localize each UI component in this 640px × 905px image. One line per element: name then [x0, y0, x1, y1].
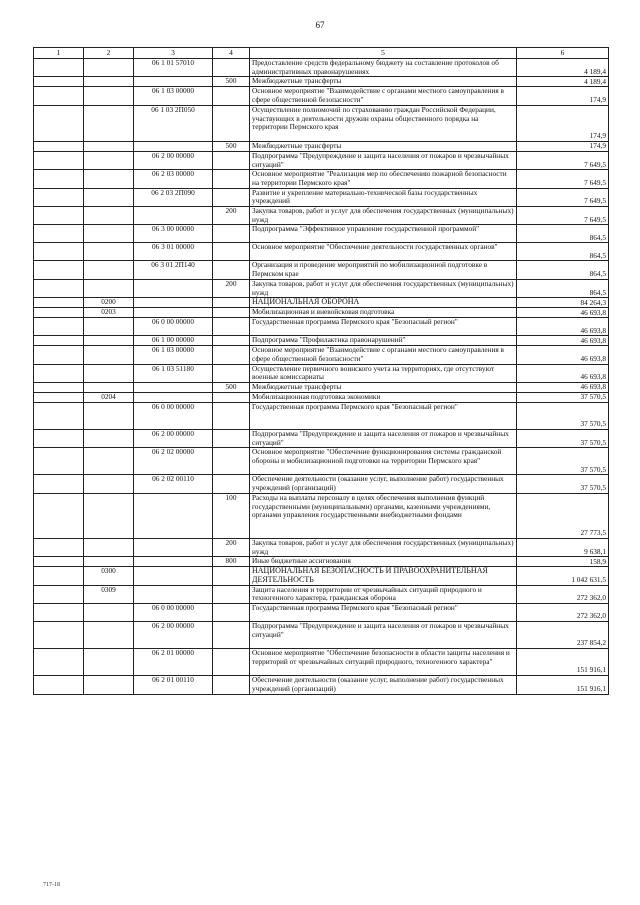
- cell-expense-type: [213, 622, 250, 649]
- cell-name: Межбюджетные трансферты: [250, 141, 517, 151]
- cell-expense-type: [213, 261, 250, 279]
- cell-amount: 151 916,1: [517, 649, 609, 676]
- cell-name: Государственная программа Пермского края "Безопасный регион": [250, 403, 517, 430]
- table-row: [34, 318, 609, 336]
- cell-section-code: [84, 604, 134, 622]
- cell-section-code: [84, 403, 134, 430]
- cell-name: Межбюджетные трансферты: [250, 77, 517, 87]
- cell-col1: [34, 430, 84, 448]
- table-row: [34, 336, 609, 346]
- cell-expense-type: [213, 649, 250, 676]
- table-row: [34, 649, 609, 676]
- table-row: [34, 87, 609, 105]
- cell-expense-type: [213, 59, 250, 77]
- cell-amount: 37 570,5: [517, 403, 609, 430]
- cell-name: Основное мероприятие "Обеспечение функционирования системы гражданской обороны и мобилизационной подготовки на территории Пермского края": [250, 448, 517, 475]
- table-row: [34, 364, 609, 382]
- table-row: [34, 604, 609, 622]
- cell-name: Иные бюджетные ассигнования: [250, 557, 517, 567]
- cell-section-code: [84, 430, 134, 448]
- table-row: [34, 493, 609, 538]
- cell-col1: [34, 225, 84, 243]
- cell-section-code: [84, 77, 134, 87]
- column-header: 2: [84, 48, 134, 59]
- cell-col1: [34, 308, 84, 318]
- cell-target-code: 06 2 03 00000: [134, 170, 213, 188]
- cell-col1: [34, 77, 84, 87]
- cell-amount: 864,5: [517, 279, 609, 297]
- cell-target-code: 06 2 02 00110: [134, 475, 213, 493]
- cell-amount: 174,9: [517, 105, 609, 141]
- cell-amount: 1 042 631,5: [517, 567, 609, 585]
- cell-target-code: 06 1 03 00000: [134, 87, 213, 105]
- cell-col1: [34, 604, 84, 622]
- cell-expense-type: [213, 393, 250, 403]
- cell-col1: [34, 403, 84, 430]
- cell-section-code: [84, 170, 134, 188]
- cell-name: Организация и проведение мероприятий по мобилизационной подготовке в Пермском крае: [250, 261, 517, 279]
- cell-amount: 46 693,8: [517, 383, 609, 393]
- cell-amount: 27 773,5: [517, 493, 609, 538]
- cell-target-code: [134, 308, 213, 318]
- cell-section-code: [84, 538, 134, 556]
- cell-amount: 7 649,5: [517, 207, 609, 225]
- column-header: 1: [34, 48, 84, 59]
- cell-target-code: 06 0 00 00000: [134, 318, 213, 336]
- column-header: 5: [250, 48, 517, 59]
- table-row: [34, 383, 609, 393]
- cell-amount: 37 570,5: [517, 393, 609, 403]
- table-row: [34, 105, 609, 141]
- cell-name: Основное мероприятие "Обеспечение деятельности государственных органов": [250, 243, 517, 261]
- cell-col1: [34, 346, 84, 364]
- cell-section-code: [84, 243, 134, 261]
- cell-target-code: [134, 298, 213, 308]
- cell-name: Мобилизационная подготовка экономики: [250, 393, 517, 403]
- footer-code: 717-18: [43, 882, 60, 888]
- cell-expense-type: [213, 567, 250, 585]
- cell-amount: 46 693,8: [517, 336, 609, 346]
- table-row: [34, 676, 609, 694]
- cell-amount: 9 638,1: [517, 538, 609, 556]
- cell-expense-type: [213, 475, 250, 493]
- cell-expense-type: [213, 151, 250, 169]
- cell-expense-type: 200: [213, 538, 250, 556]
- cell-expense-type: [213, 336, 250, 346]
- cell-amount: 4 189,4: [517, 77, 609, 87]
- table-row: [34, 141, 609, 151]
- cell-col1: [34, 493, 84, 538]
- cell-amount: 46 693,8: [517, 308, 609, 318]
- table-row: [34, 279, 609, 297]
- cell-target-code: 06 0 00 00000: [134, 604, 213, 622]
- column-header-row: [34, 48, 609, 59]
- cell-expense-type: [213, 403, 250, 430]
- cell-section-code: 0309: [84, 585, 134, 603]
- cell-name: Государственная программа Пермского края "Безопасный регион": [250, 318, 517, 336]
- cell-amount: 864,5: [517, 243, 609, 261]
- cell-section-code: [84, 383, 134, 393]
- table-row: [34, 622, 609, 649]
- cell-amount: 4 189,4: [517, 59, 609, 77]
- cell-section-code: [84, 622, 134, 649]
- cell-target-code: 06 3 01 2П140: [134, 261, 213, 279]
- cell-col1: [34, 59, 84, 77]
- cell-amount: 272 362,0: [517, 604, 609, 622]
- cell-name: Развитие и укрепление материально-технической базы государственных учреждений: [250, 188, 517, 206]
- cell-amount: 237 854,2: [517, 622, 609, 649]
- cell-col1: [34, 188, 84, 206]
- cell-col1: [34, 393, 84, 403]
- cell-expense-type: [213, 585, 250, 603]
- cell-target-code: 06 1 01 57010: [134, 59, 213, 77]
- cell-target-code: [134, 493, 213, 538]
- cell-col1: [34, 87, 84, 105]
- cell-name: Осуществление полномочий по страхованию граждан Российской Федерации, участвующих в деятельности дружин охраны общественного порядка на территории Пермского края: [250, 105, 517, 141]
- cell-amount: 174,9: [517, 87, 609, 105]
- cell-expense-type: 100: [213, 493, 250, 538]
- cell-name: Государственная программа Пермского края "Безопасный регион": [250, 604, 517, 622]
- cell-amount: 7 649,5: [517, 188, 609, 206]
- cell-section-code: [84, 105, 134, 141]
- cell-amount: 272 362,0: [517, 585, 609, 603]
- cell-target-code: 06 2 00 00000: [134, 151, 213, 169]
- cell-amount: 158,9: [517, 557, 609, 567]
- cell-section-code: [84, 59, 134, 77]
- cell-col1: [34, 448, 84, 475]
- cell-section-code: [84, 336, 134, 346]
- cell-name: Осуществление первичного воинского учета на территориях, где отсутствуют военные комиссариаты: [250, 364, 517, 382]
- table-row: [34, 207, 609, 225]
- table-row: [34, 585, 609, 603]
- cell-col1: [34, 261, 84, 279]
- table-row: [34, 557, 609, 567]
- table-row: [34, 243, 609, 261]
- cell-target-code: [134, 393, 213, 403]
- cell-name: Закупка товаров, работ и услуг для обеспечения государственных (муниципальных) нужд: [250, 279, 517, 297]
- cell-expense-type: [213, 105, 250, 141]
- cell-col1: [34, 475, 84, 493]
- page-number: 67: [315, 20, 325, 30]
- cell-target-code: 06 3 00 00000: [134, 225, 213, 243]
- cell-name: Мобилизационная и вневойсковая подготовка: [250, 308, 517, 318]
- cell-amount: 46 693,8: [517, 318, 609, 336]
- cell-section-code: 0203: [84, 308, 134, 318]
- cell-section-code: [84, 318, 134, 336]
- cell-target-code: 06 2 01 00110: [134, 676, 213, 694]
- cell-expense-type: [213, 298, 250, 308]
- cell-amount: 37 570,5: [517, 430, 609, 448]
- cell-expense-type: [213, 346, 250, 364]
- cell-expense-type: 200: [213, 279, 250, 297]
- cell-expense-type: [213, 225, 250, 243]
- cell-col1: [34, 567, 84, 585]
- cell-target-code: 06 3 01 00000: [134, 243, 213, 261]
- cell-col1: [34, 622, 84, 649]
- column-header: 6: [517, 48, 609, 59]
- cell-target-code: 06 1 03 00000: [134, 346, 213, 364]
- cell-name: Расходы на выплаты персоналу в целях обеспечения выполнения функций государственными (муниципальными) органами, казенными учреждениями, органами управления государственными внебюджетными фондами: [250, 493, 517, 538]
- cell-section-code: 0204: [84, 393, 134, 403]
- cell-name: Обеспечение деятельности (оказание услуг, выполнение работ) государственных учреждений (организаций): [250, 676, 517, 694]
- table-row: [34, 475, 609, 493]
- cell-expense-type: [213, 430, 250, 448]
- cell-target-code: 06 2 00 00000: [134, 430, 213, 448]
- cell-amount: 174,9: [517, 141, 609, 151]
- cell-target-code: 06 1 03 51180: [134, 364, 213, 382]
- cell-section-code: [84, 151, 134, 169]
- cell-section-code: 0300: [84, 567, 134, 585]
- cell-name: Закупка товаров, работ и услуг для обеспечения государственных (муниципальных) нужд: [250, 538, 517, 556]
- cell-amount: 864,5: [517, 225, 609, 243]
- cell-section-code: [84, 261, 134, 279]
- table-row: [34, 448, 609, 475]
- cell-name: Подпрограмма "Предупреждение и защита населения от пожаров и чрезвычайных ситуаций": [250, 430, 517, 448]
- table-row: [34, 77, 609, 87]
- cell-name: Основное мероприятие "Взаимодействие с органами местного самоуправления в сфере общественной безопасности": [250, 346, 517, 364]
- cell-name: Подпрограмма "Профилактика правонарушений": [250, 336, 517, 346]
- cell-col1: [34, 298, 84, 308]
- cell-target-code: [134, 383, 213, 393]
- cell-target-code: [134, 567, 213, 585]
- cell-target-code: 06 2 03 2П090: [134, 188, 213, 206]
- cell-amount: 37 570,5: [517, 448, 609, 475]
- cell-section-code: [84, 279, 134, 297]
- cell-section-code: [84, 364, 134, 382]
- cell-section-code: [84, 475, 134, 493]
- cell-expense-type: [213, 364, 250, 382]
- cell-col1: [34, 557, 84, 567]
- table-row: [34, 151, 609, 169]
- cell-section-code: [84, 649, 134, 676]
- cell-expense-type: [213, 188, 250, 206]
- table-row: [34, 308, 609, 318]
- cell-col1: [34, 649, 84, 676]
- cell-section-code: [84, 87, 134, 105]
- cell-expense-type: [213, 604, 250, 622]
- cell-section-code: [84, 207, 134, 225]
- cell-name: Подпрограмма "Предупреждение и защита населения от пожаров и чрезвычайных ситуаций": [250, 622, 517, 649]
- cell-col1: [34, 279, 84, 297]
- cell-col1: [34, 336, 84, 346]
- table-row: [34, 298, 609, 308]
- cell-amount: 46 693,8: [517, 346, 609, 364]
- cell-expense-type: 500: [213, 383, 250, 393]
- cell-target-code: [134, 585, 213, 603]
- cell-section-code: [84, 225, 134, 243]
- cell-name: НАЦИОНАЛЬНАЯ БЕЗОПАСНОСТЬ И ПРАВООХРАНИТЕЛЬНАЯ ДЕЯТЕЛЬНОСТЬ: [250, 567, 517, 585]
- cell-name: Закупка товаров, работ и услуг для обеспечения государственных (муниципальных) нужд: [250, 207, 517, 225]
- budget-table: [33, 47, 609, 695]
- cell-amount: 37 570,5: [517, 475, 609, 493]
- cell-section-code: [84, 557, 134, 567]
- table-row: [34, 225, 609, 243]
- table-row: [34, 170, 609, 188]
- cell-amount: 864,5: [517, 261, 609, 279]
- table-row: [34, 261, 609, 279]
- cell-col1: [34, 141, 84, 151]
- cell-expense-type: [213, 676, 250, 694]
- cell-name: НАЦИОНАЛЬНАЯ ОБОРОНА: [250, 298, 517, 308]
- table-row: [34, 403, 609, 430]
- cell-target-code: [134, 557, 213, 567]
- cell-col1: [34, 243, 84, 261]
- cell-section-code: [84, 188, 134, 206]
- table-row: [34, 59, 609, 77]
- column-header: 3: [134, 48, 213, 59]
- cell-amount: 7 649,5: [517, 170, 609, 188]
- cell-expense-type: 500: [213, 77, 250, 87]
- cell-col1: [34, 151, 84, 169]
- cell-target-code: 06 2 02 00000: [134, 448, 213, 475]
- cell-expense-type: [213, 318, 250, 336]
- cell-expense-type: [213, 448, 250, 475]
- cell-col1: [34, 676, 84, 694]
- cell-expense-type: [213, 170, 250, 188]
- cell-target-code: [134, 77, 213, 87]
- cell-expense-type: 800: [213, 557, 250, 567]
- table-row: [34, 188, 609, 206]
- cell-target-code: 06 1 03 2П050: [134, 105, 213, 141]
- cell-col1: [34, 105, 84, 141]
- cell-expense-type: [213, 243, 250, 261]
- cell-target-code: [134, 538, 213, 556]
- cell-expense-type: 200: [213, 207, 250, 225]
- cell-name: Основное мероприятие "Обеспечение безопасности в области защиты населения и территорий от чрезвычайных ситуаций природного, техногенного характера": [250, 649, 517, 676]
- table-row: [34, 430, 609, 448]
- cell-name: Основное мероприятие "Взаимодействие с органами местного самоуправления в сфере общественной безопасности": [250, 87, 517, 105]
- table-row: [34, 567, 609, 585]
- cell-name: Межбюджетные трансферты: [250, 383, 517, 393]
- cell-target-code: [134, 141, 213, 151]
- cell-amount: 7 649,5: [517, 151, 609, 169]
- table-row: [34, 346, 609, 364]
- cell-target-code: [134, 207, 213, 225]
- cell-expense-type: [213, 87, 250, 105]
- cell-section-code: [84, 141, 134, 151]
- cell-col1: [34, 383, 84, 393]
- cell-col1: [34, 585, 84, 603]
- cell-name: Обеспечение деятельности (оказание услуг, выполнение работ) государственных учреждений (организаций): [250, 475, 517, 493]
- table-row: [34, 393, 609, 403]
- cell-col1: [34, 207, 84, 225]
- cell-name: Защита населения и территории от чрезвычайных ситуаций природного и техногенного характера, гражданская оборона: [250, 585, 517, 603]
- cell-target-code: 06 1 00 00000: [134, 336, 213, 346]
- cell-section-code: [84, 448, 134, 475]
- table-body: [34, 48, 609, 695]
- cell-expense-type: 500: [213, 141, 250, 151]
- column-header: 4: [213, 48, 250, 59]
- cell-expense-type: [213, 308, 250, 318]
- cell-section-code: 0200: [84, 298, 134, 308]
- cell-amount: 151 916,1: [517, 676, 609, 694]
- cell-name: Основное мероприятие "Реализация мер по обеспечению пожарной безопасности на территории Пермского края": [250, 170, 517, 188]
- cell-section-code: [84, 493, 134, 538]
- cell-col1: [34, 538, 84, 556]
- cell-col1: [34, 364, 84, 382]
- cell-name: Предоставление средств федеральному бюджету на составление протоколов об административных правонарушениях: [250, 59, 517, 77]
- cell-col1: [34, 170, 84, 188]
- cell-name: Подпрограмма "Предупреждение и защита населения от пожаров и чрезвычайных ситуаций": [250, 151, 517, 169]
- cell-target-code: 06 2 00 00000: [134, 622, 213, 649]
- cell-name: Подпрограмма "Эффективное управление государственной программой": [250, 225, 517, 243]
- cell-section-code: [84, 346, 134, 364]
- cell-target-code: 06 2 01 00000: [134, 649, 213, 676]
- cell-amount: 46 693,8: [517, 364, 609, 382]
- cell-amount: 84 264,3: [517, 298, 609, 308]
- cell-target-code: [134, 279, 213, 297]
- cell-section-code: [84, 676, 134, 694]
- cell-target-code: 06 0 00 00000: [134, 403, 213, 430]
- table-row: [34, 538, 609, 556]
- cell-col1: [34, 318, 84, 336]
